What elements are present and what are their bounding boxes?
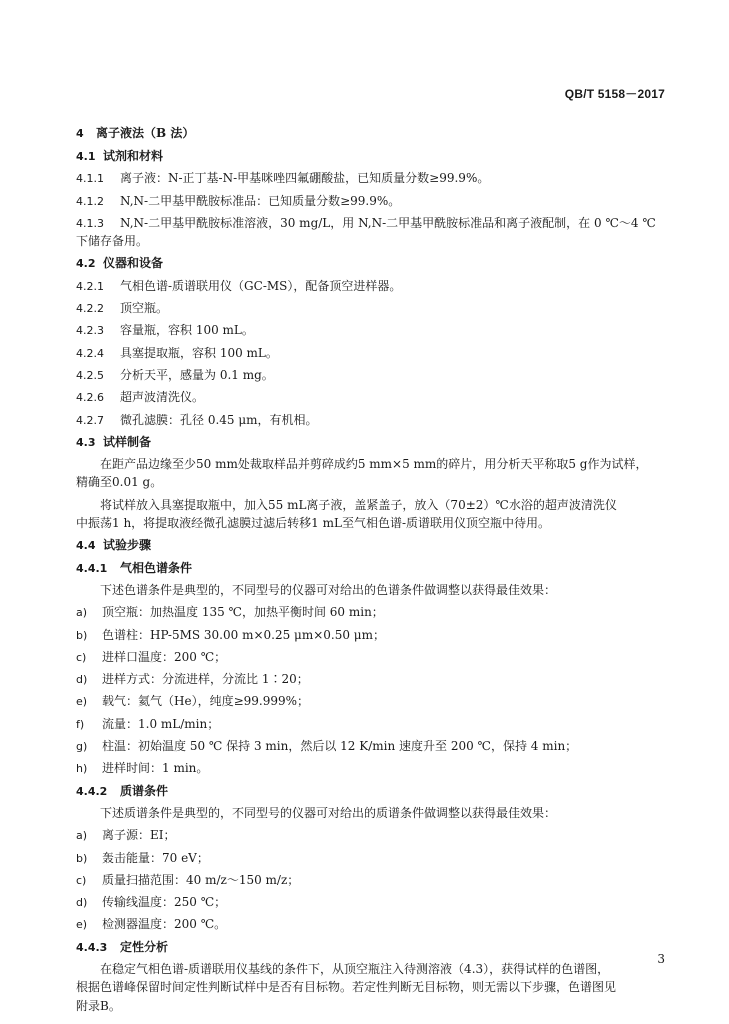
section-title: 质谱条件 <box>120 783 169 798</box>
section-title: 定性分析 <box>120 939 169 954</box>
section-title: 试样制备 <box>103 434 152 449</box>
item-text: 载气：氦气（He），纯度≥99.999%； <box>102 694 310 709</box>
section-4-heading <box>76 126 658 141</box>
clause-text: N,N-二甲基甲酰胺标准溶液，30 mg/L，用 N,N-二甲基甲酰胺标准品和离子液配制，在 0 ℃～4 ℃ <box>120 215 656 230</box>
section-number: 4.4.2 <box>76 784 108 798</box>
section-title: 气相色谱条件 <box>120 560 193 575</box>
paragraph-4-4-3-continuation-2: 附录B。 <box>76 998 121 1013</box>
clause-4-2-6 <box>76 390 658 405</box>
clause-4-2-1 <box>76 279 658 294</box>
clause-4-2-4 <box>76 346 658 361</box>
clause-4-1-3-continuation: 下储存备用。 <box>76 234 149 249</box>
item-letter: d) <box>76 896 88 910</box>
item-letter: e) <box>76 918 88 932</box>
item-letter: a) <box>76 829 88 843</box>
section-title: 试验步骤 <box>103 538 152 553</box>
clause-text: 分析天平，感量为 0.1 mg。 <box>120 367 274 382</box>
section-4-4-2-heading <box>76 784 658 799</box>
clause-text: 具塞提取瓶，容积 100 mL。 <box>120 345 278 360</box>
item-letter: a) <box>76 606 88 620</box>
paragraph-4-4-3-continuation: 根据色谱峰保留时间定性判断试样中是否有目标物。若定性判断无目标物，则无需以下步骤，色谱图见 <box>76 980 617 995</box>
section-number: 4 <box>76 127 84 140</box>
section-4-3-heading <box>76 435 658 450</box>
item-letter: e) <box>76 695 88 709</box>
section-title: 仪器和设备 <box>103 256 164 271</box>
clause-number: 4.2.1 <box>76 279 104 293</box>
gc-condition-item <box>76 672 658 687</box>
section-title: 离子液法（B 法） <box>96 126 195 140</box>
gc-condition-item <box>76 717 658 732</box>
paragraph-4-3-a-continuation: 精确至0.01 g。 <box>76 475 163 490</box>
clause-4-1-1 <box>76 171 658 186</box>
ms-condition-item <box>76 851 658 866</box>
section-number: 4.1 <box>76 150 96 163</box>
ms-condition-item <box>76 895 658 910</box>
paragraph-4-3-b: 将试样放入具塞提取瓶中，加入55 mL离子液，盖紧盖子，放入（70±2）℃水浴的超声波清洗仪 <box>100 497 617 512</box>
item-letter: b) <box>76 851 88 865</box>
clause-number: 4.2.6 <box>76 391 104 405</box>
clause-4-2-3 <box>76 323 658 338</box>
document-body <box>76 126 658 1021</box>
gc-condition-item <box>76 605 658 620</box>
clause-number: 4.2.3 <box>76 324 104 338</box>
clause-number: 4.2.2 <box>76 302 104 316</box>
item-text: 顶空瓶：加热温度 135 ℃，加热平衡时间 60 min； <box>102 605 384 620</box>
item-letter: b) <box>76 628 88 642</box>
section-number: 4.4 <box>76 539 96 553</box>
section-number: 4.3 <box>76 435 96 449</box>
item-text: 轰击能量：70 eV； <box>102 850 209 865</box>
standard-code: QB/T 5158－2017 <box>564 87 665 101</box>
paragraph-4-4-3: 在稳定气相色谱-质谱联用仪基线的条件下，从顶空瓶注入待测溶液（4.3），获得试样的色谱图， <box>100 961 610 976</box>
clause-text: 离子液：N-正丁基-N-甲基咪唑四氟硼酸盐，已知质量分数≥99.9%。 <box>120 171 490 186</box>
clause-text: 气相色谱-质谱联用仪（GC-MS），配备顶空进样器。 <box>120 278 402 293</box>
gc-condition-item <box>76 628 658 643</box>
section-4-2-heading <box>76 256 658 271</box>
gc-condition-item <box>76 694 658 709</box>
item-letter: g) <box>76 740 88 754</box>
section-4-4-1-heading <box>76 561 658 576</box>
clause-4-2-7 <box>76 413 658 428</box>
section-number: 4.2 <box>76 257 96 271</box>
ms-condition-item <box>76 917 658 932</box>
page-number: 3 <box>657 952 665 966</box>
clause-4-2-2 <box>76 301 658 316</box>
clause-number: 4.1.3 <box>76 216 104 230</box>
section-number: 4.4.1 <box>76 561 108 575</box>
item-text: 质量扫描范围：40 m/z～150 m/z； <box>102 872 300 887</box>
paragraph-4-3-b-continuation: 中振荡1 h，将提取液经微孔滤膜过滤后转移1 mL至气相色谱-质谱联用仪顶空瓶中待用。 <box>76 516 551 531</box>
clause-number: 4.2.7 <box>76 413 104 427</box>
item-letter: c) <box>76 650 87 664</box>
section-4-4-3-heading <box>76 940 658 955</box>
clause-number: 4.2.4 <box>76 346 104 360</box>
ms-conditions-intro: 下述质谱条件是典型的，不同型号的仪器可对给出的质谱条件做调整以获得最佳效果： <box>100 805 557 820</box>
clause-4-2-5 <box>76 368 658 383</box>
gc-condition-item <box>76 650 658 665</box>
ms-condition-item <box>76 828 658 843</box>
paragraph-4-3-a: 在距产品边缘至少50 mm处裁取样品并剪碎成约5 mm×5 mm的碎片，用分析天平称取5 g作为试样， <box>100 457 648 472</box>
item-text: 进样时间：1 min。 <box>102 761 209 776</box>
ms-condition-item <box>76 873 658 888</box>
item-letter: d) <box>76 673 88 687</box>
clause-number: 4.1.2 <box>76 194 104 208</box>
item-text: 进样口温度：200 ℃； <box>102 649 227 664</box>
clause-text: 超声波清洗仪。 <box>120 390 205 405</box>
item-letter: c) <box>76 873 87 887</box>
section-number: 4.4.3 <box>76 940 108 954</box>
item-text: 流量：1.0 mL/min； <box>102 716 220 731</box>
clause-4-1-2 <box>76 194 658 209</box>
clause-number: 4.2.5 <box>76 368 104 382</box>
item-letter: h) <box>76 762 88 776</box>
item-text: 检测器温度：200 ℃。 <box>102 917 227 932</box>
clause-text: N,N-二甲基甲酰胺标准品：已知质量分数≥99.9%。 <box>120 193 401 208</box>
item-text: 柱温：初始温度 50 ℃ 保持 3 min，然后以 12 K/min 速度升至 200 ℃，保持 4 min； <box>102 739 578 754</box>
section-4-4-heading <box>76 538 658 553</box>
clause-number: 4.1.1 <box>76 172 104 186</box>
clause-4-1-3 <box>76 216 658 231</box>
section-title: 试剂和材料 <box>103 149 164 163</box>
item-text: 色谱柱：HP-5MS 30.00 m×0.25 μm×0.50 μm； <box>102 627 385 642</box>
item-letter: f) <box>76 717 85 731</box>
clause-text: 容量瓶，容积 100 mL。 <box>120 323 254 338</box>
gc-conditions-intro: 下述色谱条件是典型的，不同型号的仪器可对给出的色谱条件做调整以获得最佳效果： <box>100 582 557 597</box>
clause-text: 顶空瓶。 <box>120 301 169 316</box>
gc-condition-item <box>76 761 658 776</box>
gc-condition-item <box>76 739 658 754</box>
item-text: 离子源：EI； <box>102 828 176 843</box>
item-text: 进样方式：分流进样，分流比 1∶20； <box>102 672 309 687</box>
item-text: 传输线温度：250 ℃； <box>102 895 227 910</box>
clause-text: 微孔滤膜：孔径 0.45 μm，有机相。 <box>120 412 318 427</box>
section-4-1-heading <box>76 149 658 164</box>
